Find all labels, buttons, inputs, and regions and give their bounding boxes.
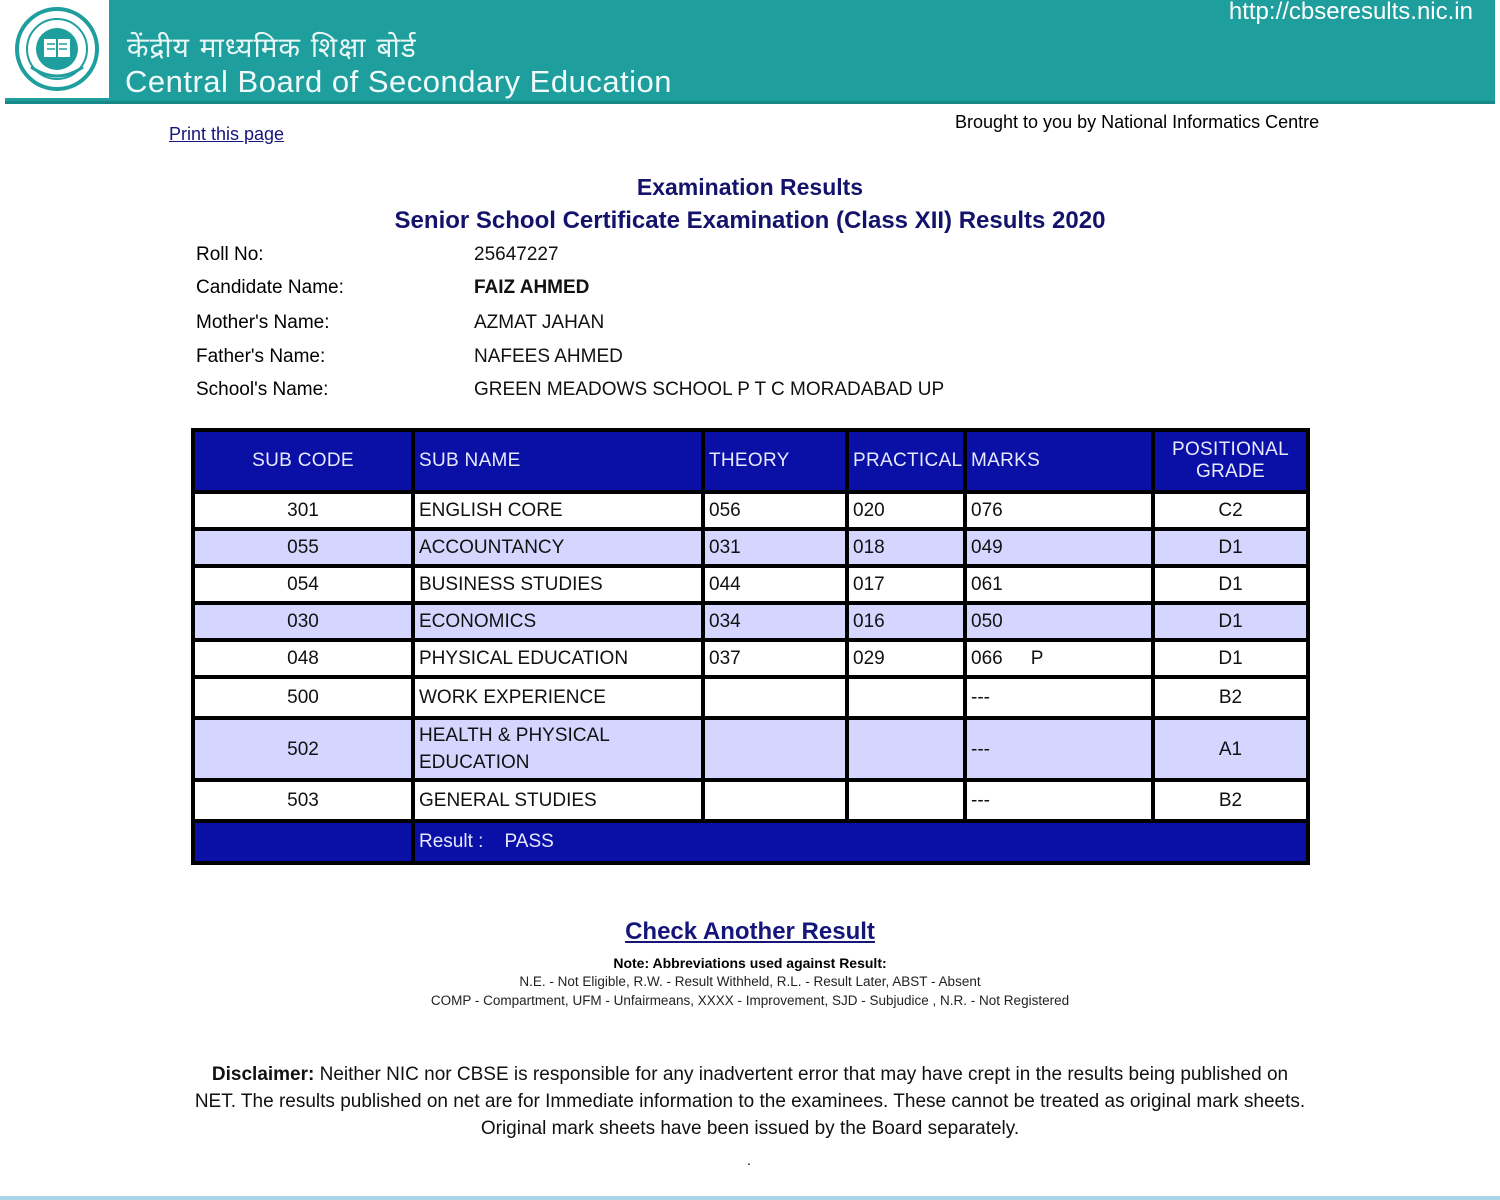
marks-cell: 076 [967, 494, 1151, 527]
sub-code-cell: 301 [195, 494, 411, 527]
mother-name-label: Mother's Name: [196, 312, 330, 333]
check-another-result-link-wrap [0, 918, 1500, 946]
theory-cell: 037 [705, 642, 845, 675]
practical-flag: P [1030, 647, 1044, 669]
result-cell [415, 823, 1306, 861]
sub-name-line2: EDUCATION [419, 752, 530, 773]
disclaimer-text: Neither NIC nor CBSE is responsible for any inadvertent error that may have crept in the results being published on NET. The results published on net are for Immediate information to the examinees. These cannot be treated as original mark sheets. Original mark sheets have been issued by the Board separately. [194, 1064, 1306, 1139]
theory-cell: 031 [705, 531, 845, 564]
marks-cell: 050 [967, 605, 1151, 638]
grade-header-line1: POSITIONAL [1171, 439, 1290, 460]
grade-header-line2: GRADE [1195, 461, 1266, 482]
sub-name-line1: HEALTH & PHYSICAL [419, 725, 610, 746]
practical-cell [849, 720, 963, 778]
sub-name-cell: GENERAL STUDIES [415, 782, 701, 819]
result-row [195, 823, 1306, 861]
print-page-link[interactable]: Print this page [169, 124, 285, 144]
practical-cell: 018 [849, 531, 963, 564]
disclaimer [190, 1061, 1310, 1142]
theory-cell [705, 679, 845, 716]
note-line-1: N.E. - Not Eligible, R.W. - Result Withheld, R.L. - Result Later, ABST - Absent [519, 974, 981, 989]
sub-code-cell: 502 [195, 720, 411, 778]
sub-name-cell: PHYSICAL EDUCATION [415, 642, 701, 675]
practical-cell [849, 679, 963, 716]
bottom-divider [0, 1196, 1500, 1200]
marks-value: 066 [971, 647, 1003, 669]
marks-cell [967, 642, 1151, 675]
theory-cell: 056 [705, 494, 845, 527]
grade-cell: A1 [1155, 720, 1306, 778]
table-header-row [195, 432, 1306, 490]
sub-name-cell: ACCOUNTANCY [415, 531, 701, 564]
cbse-emblem-icon [13, 5, 101, 93]
exam-title: Examination Results [636, 174, 864, 200]
grade-cell: D1 [1155, 642, 1306, 675]
table-row [195, 720, 1306, 778]
sub-code-cell: 503 [195, 782, 411, 819]
sub-name-cell: WORK EXPERIENCE [415, 679, 701, 716]
practical-cell: 016 [849, 605, 963, 638]
col-header-sub-name: SUB NAME [415, 432, 701, 490]
mother-name-value: AZMAT JAHAN [474, 312, 605, 333]
trailing-dot: . [747, 1152, 751, 1168]
table-row [195, 679, 1306, 716]
table-row [195, 782, 1306, 819]
table-row [195, 642, 1306, 675]
note-line-2: COMP - Compartment, UFM - Unfairmeans, XXXX - Improvement, SJD - Subjudice , N.R. - Not Registered [430, 993, 1070, 1008]
sub-code-cell: 048 [195, 642, 411, 675]
sub-code-cell: 055 [195, 531, 411, 564]
practical-cell: 017 [849, 568, 963, 601]
hindi-title: केंद्रीय माध्यमिक शिक्षा बोर्ड [127, 31, 417, 64]
site-url[interactable]: http://cbseresults.nic.in [1228, 0, 1473, 25]
marks-cell: --- [967, 782, 1151, 819]
practical-cell: 020 [849, 494, 963, 527]
father-name-value: NAFEES AHMED [474, 346, 623, 367]
exam-subtitle: Senior School Certificate Examination (Class XII) Results 2020 [394, 207, 1106, 234]
result-label: Result : [419, 831, 484, 852]
table-row [195, 531, 1306, 564]
col-header-positional-grade [1155, 432, 1306, 490]
practical-cell [849, 782, 963, 819]
sub-name-cell [415, 720, 701, 778]
grade-cell: C2 [1155, 494, 1306, 527]
check-another-result-link[interactable]: Check Another Result [625, 918, 875, 945]
father-name-label: Father's Name: [196, 346, 326, 367]
grade-cell: D1 [1155, 605, 1306, 638]
sub-name-cell: ENGLISH CORE [415, 494, 701, 527]
english-title: Central Board of Secondary Education [125, 64, 673, 99]
col-header-sub-code: SUB CODE [195, 432, 411, 490]
note-title: Note: Abbreviations used against Result: [613, 955, 887, 971]
sub-code-cell: 030 [195, 605, 411, 638]
theory-cell [705, 782, 845, 819]
candidate-name-value: FAIZ AHMED [474, 277, 590, 298]
sub-name-cell: BUSINESS STUDIES [415, 568, 701, 601]
practical-cell: 029 [849, 642, 963, 675]
sub-code-cell: 054 [195, 568, 411, 601]
theory-cell: 034 [705, 605, 845, 638]
sub-code-cell: 500 [195, 679, 411, 716]
result-value: PASS [504, 831, 554, 852]
candidate-name-label: Candidate Name: [196, 277, 344, 298]
marks-cell: --- [967, 720, 1151, 778]
result-spacer-cell [195, 823, 411, 861]
sub-name-cell: ECONOMICS [415, 605, 701, 638]
theory-cell [705, 720, 845, 778]
marks-cell: 061 [967, 568, 1151, 601]
school-name-label: School's Name: [196, 379, 329, 400]
disclaimer-label: Disclaimer: [211, 1064, 315, 1085]
col-header-theory: THEORY [705, 432, 845, 490]
col-header-marks: MARKS [967, 432, 1151, 490]
grade-cell: D1 [1155, 531, 1306, 564]
site-header [5, 0, 1495, 104]
table-row [195, 568, 1306, 601]
marks-cell: 049 [967, 531, 1151, 564]
cbse-logo [5, 0, 109, 98]
table-row [195, 605, 1306, 638]
school-name-value: GREEN MEADOWS SCHOOL P T C MORADABAD UP [474, 379, 945, 400]
brought-by-text: Brought to you by National Informatics Centre [955, 112, 1320, 132]
table-row [195, 494, 1306, 527]
theory-cell: 044 [705, 568, 845, 601]
grade-cell: B2 [1155, 782, 1306, 819]
grade-cell: B2 [1155, 679, 1306, 716]
roll-no-label: Roll No: [196, 244, 264, 265]
marks-cell: --- [967, 679, 1151, 716]
roll-no-value: 25647227 [474, 244, 559, 265]
col-header-practical: PRACTICAL [849, 432, 963, 490]
marks-table [191, 428, 1310, 865]
grade-cell: D1 [1155, 568, 1306, 601]
